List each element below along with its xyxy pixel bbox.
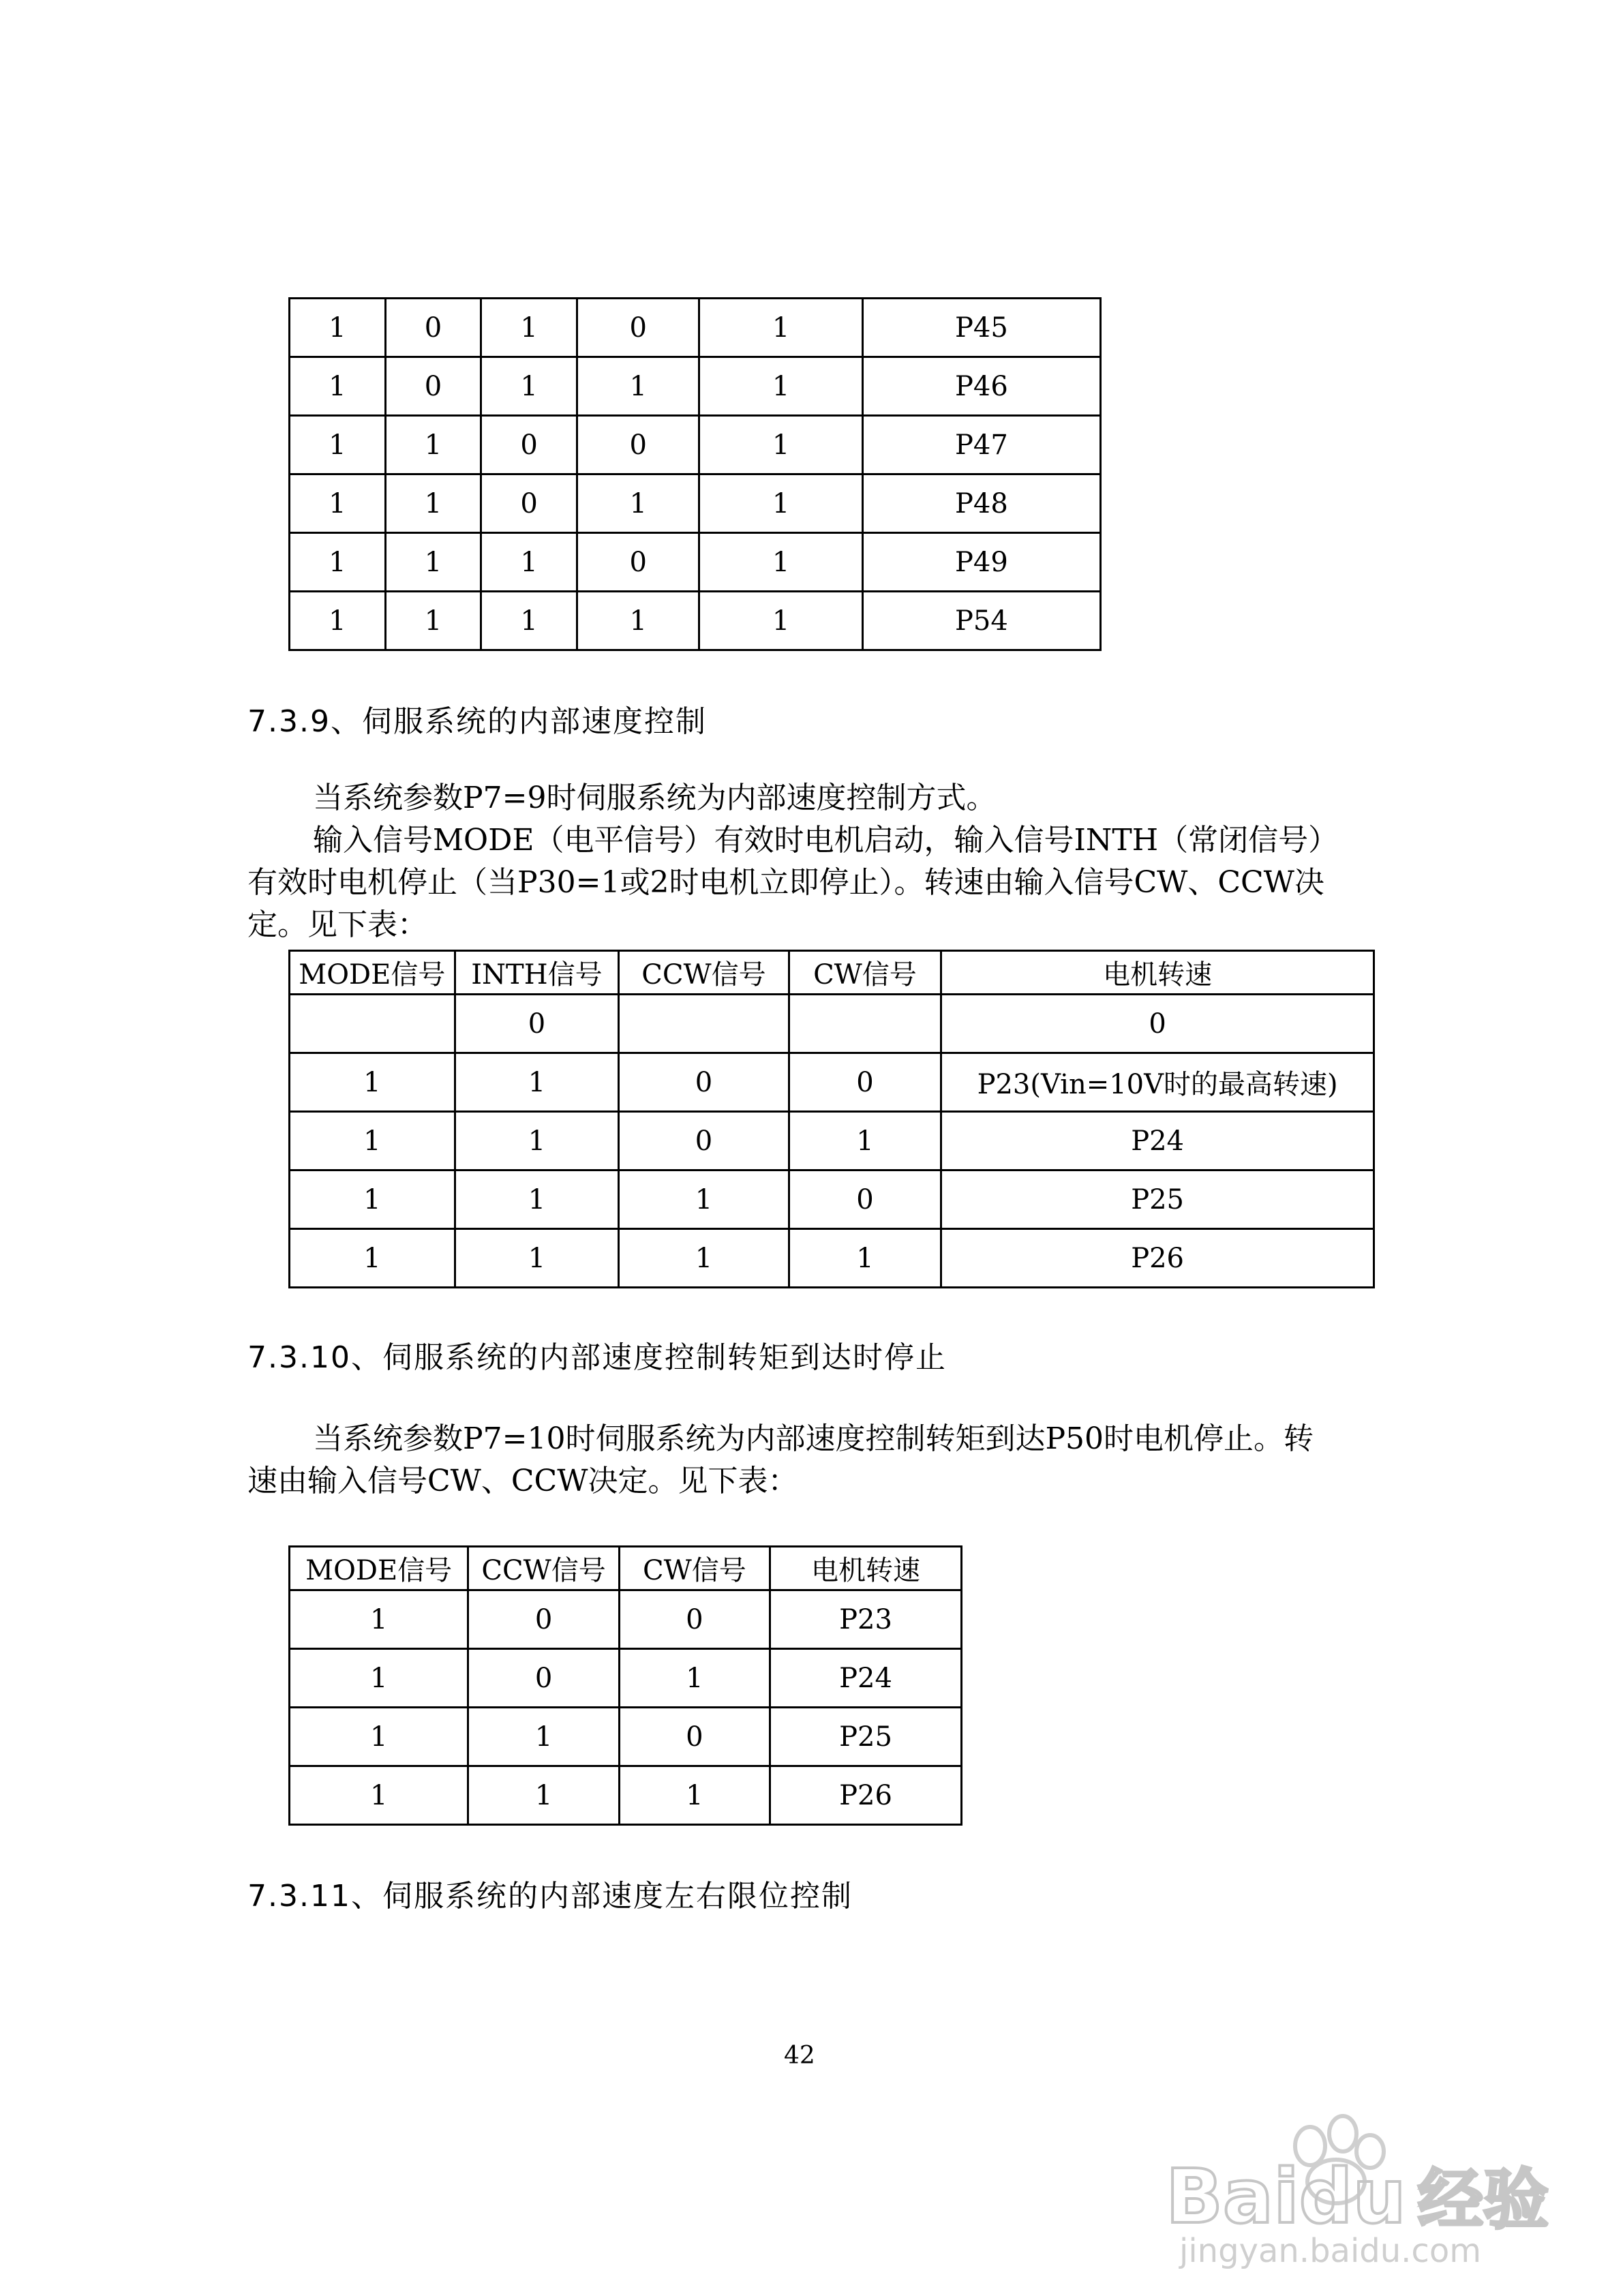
table-row bbox=[290, 357, 1101, 416]
table-cell: 0 bbox=[481, 474, 577, 533]
section-heading-7-3-11: 7.3.11、伺服系统的内部速度左右限位控制 bbox=[247, 1879, 853, 1914]
table-cell: 1 bbox=[699, 592, 862, 650]
table-cell: 0 bbox=[619, 1053, 789, 1112]
section-9-line-3: 有效时电机停止（当P30=1或2时电机立即停止）。转速由输入信号CW、CCW决 bbox=[247, 865, 1324, 900]
table-cell: P45 bbox=[862, 299, 1100, 357]
table-cell: 1 bbox=[481, 592, 577, 650]
table-cell bbox=[619, 995, 789, 1053]
section-10-line-2: 速由输入信号CW、CCW决定。见下表： bbox=[247, 1464, 798, 1498]
table-row bbox=[290, 1112, 1374, 1170]
table-cell: 1 bbox=[455, 1112, 619, 1170]
table-cell bbox=[290, 995, 455, 1053]
table-cell: 1 bbox=[385, 592, 481, 650]
table-cell: 1 bbox=[577, 474, 699, 533]
table-cell: 0 bbox=[455, 995, 619, 1053]
table-cell: 1 bbox=[619, 1766, 770, 1825]
table-row bbox=[290, 299, 1101, 357]
section-heading-7-3-9: 7.3.9、伺服系统的内部速度控制 bbox=[247, 704, 707, 739]
table-cell: 0 bbox=[941, 995, 1374, 1053]
watermark-brand-cn: 经验 bbox=[1418, 2162, 1549, 2238]
watermark-brand: Baidu bbox=[1166, 2153, 1406, 2240]
table-cell: 1 bbox=[290, 1112, 455, 1170]
section-10-body bbox=[247, 1418, 1314, 1502]
table-cell: 0 bbox=[468, 1649, 619, 1708]
section-heading-7-3-10: 7.3.10、伺服系统的内部速度控制转矩到达时停止 bbox=[247, 1340, 947, 1375]
table-cell: 1 bbox=[455, 1229, 619, 1288]
table-row bbox=[290, 1766, 962, 1825]
table-row bbox=[290, 416, 1101, 474]
table-cell: P23(Vin=10V时的最高转速) bbox=[941, 1053, 1374, 1112]
table-cell: 1 bbox=[385, 416, 481, 474]
table-cell: 1 bbox=[577, 592, 699, 650]
baidu-jingyan-watermark bbox=[1152, 2106, 1575, 2270]
table-header-cell: MODE信号 bbox=[290, 951, 455, 995]
table-cell: 1 bbox=[468, 1766, 619, 1825]
table-cell: P24 bbox=[941, 1112, 1374, 1170]
watermark-url: jingyan.baidu.com bbox=[1179, 2232, 1481, 2270]
table-cell: 1 bbox=[699, 533, 862, 592]
table-cell: 1 bbox=[290, 299, 386, 357]
table-cell: 1 bbox=[481, 533, 577, 592]
table-cell: 1 bbox=[290, 416, 386, 474]
section-9-line-2: 输入信号MODE（电平信号）有效时电机启动，输入信号INTH（常闭信号） bbox=[313, 823, 1339, 858]
table-row bbox=[290, 592, 1101, 650]
table-row bbox=[290, 533, 1101, 592]
table-header-cell: CCW信号 bbox=[468, 1547, 619, 1590]
table-cell: 1 bbox=[699, 474, 862, 533]
table-cell: 1 bbox=[290, 1649, 468, 1708]
table-row bbox=[290, 1053, 1374, 1112]
table-cell: 1 bbox=[699, 416, 862, 474]
table-cell: 1 bbox=[290, 1229, 455, 1288]
table-cell: 1 bbox=[468, 1708, 619, 1766]
table-cell: 1 bbox=[481, 299, 577, 357]
table-cell: P54 bbox=[862, 592, 1100, 650]
table-header-cell: CW信号 bbox=[619, 1547, 770, 1590]
table-cell: 1 bbox=[385, 533, 481, 592]
table-cell: 1 bbox=[290, 1053, 455, 1112]
table-cell bbox=[789, 995, 941, 1053]
table-cell: P23 bbox=[770, 1590, 962, 1649]
table-cell: 1 bbox=[789, 1229, 941, 1288]
table-cell: 1 bbox=[290, 1708, 468, 1766]
table-cell: 0 bbox=[577, 533, 699, 592]
table-cell: 1 bbox=[577, 357, 699, 416]
table-row bbox=[290, 995, 1374, 1053]
table-cell: 1 bbox=[290, 357, 386, 416]
table-cell: 0 bbox=[385, 357, 481, 416]
table-cell: P25 bbox=[770, 1708, 962, 1766]
table-cell: 1 bbox=[385, 474, 481, 533]
table-row bbox=[290, 1229, 1374, 1288]
table-cell: 1 bbox=[481, 357, 577, 416]
table-cell: 1 bbox=[290, 592, 386, 650]
table-cell: 1 bbox=[290, 533, 386, 592]
table-cell: 1 bbox=[455, 1053, 619, 1112]
table-cell: 0 bbox=[619, 1708, 770, 1766]
table-cell: 1 bbox=[290, 1590, 468, 1649]
table-cell: 1 bbox=[699, 299, 862, 357]
table-cell: P49 bbox=[862, 533, 1100, 592]
table-cell: P26 bbox=[941, 1229, 1374, 1288]
table-cell: 0 bbox=[789, 1053, 941, 1112]
table-header-cell: 电机转速 bbox=[941, 951, 1374, 995]
table-cell: P48 bbox=[862, 474, 1100, 533]
table-row bbox=[290, 1649, 962, 1708]
table-cell: 1 bbox=[455, 1170, 619, 1229]
table-cell: 1 bbox=[699, 357, 862, 416]
table-cell: 1 bbox=[619, 1170, 789, 1229]
section-9-line-4: 定。见下表： bbox=[247, 907, 427, 942]
section-9-body bbox=[247, 777, 1338, 946]
table-speed-select-continued bbox=[288, 297, 1102, 651]
table-cell: P47 bbox=[862, 416, 1100, 474]
table-internal-speed-control bbox=[288, 950, 1375, 1288]
table-cell: P46 bbox=[862, 357, 1100, 416]
table-cell: 0 bbox=[619, 1590, 770, 1649]
table-row bbox=[290, 1708, 962, 1766]
table-cell: 1 bbox=[619, 1649, 770, 1708]
table-header-cell: MODE信号 bbox=[290, 1547, 468, 1590]
table-cell: 1 bbox=[290, 1766, 468, 1825]
table-row bbox=[290, 1590, 962, 1649]
table-header-cell: INTH信号 bbox=[455, 951, 619, 995]
table-cell: P24 bbox=[770, 1649, 962, 1708]
table-header-cell: CW信号 bbox=[789, 951, 941, 995]
table-cell: 0 bbox=[577, 299, 699, 357]
table-cell: P25 bbox=[941, 1170, 1374, 1229]
section-9-line-1: 当系统参数P7=9时伺服系统为内部速度控制方式。 bbox=[313, 781, 997, 815]
table-cell: 0 bbox=[468, 1590, 619, 1649]
table-row bbox=[290, 1170, 1374, 1229]
table-cell: 0 bbox=[577, 416, 699, 474]
table-cell: 0 bbox=[385, 299, 481, 357]
page-number: 42 bbox=[784, 2042, 815, 2070]
table-cell: 1 bbox=[619, 1229, 789, 1288]
table-cell: 0 bbox=[789, 1170, 941, 1229]
table-cell: 1 bbox=[789, 1112, 941, 1170]
table-row bbox=[290, 474, 1101, 533]
section-10-line-1: 当系统参数P7=10时伺服系统为内部速度控制转矩到达P50时电机停止。转 bbox=[313, 1421, 1314, 1456]
table-header-cell: CCW信号 bbox=[619, 951, 789, 995]
table-torque-stop-speed-control bbox=[288, 1545, 962, 1826]
table-cell: 0 bbox=[481, 416, 577, 474]
table-cell: 0 bbox=[619, 1112, 789, 1170]
table-header-cell: 电机转速 bbox=[770, 1547, 962, 1590]
table-cell: P26 bbox=[770, 1766, 962, 1825]
table-cell: 1 bbox=[290, 474, 386, 533]
table-cell: 1 bbox=[290, 1170, 455, 1229]
